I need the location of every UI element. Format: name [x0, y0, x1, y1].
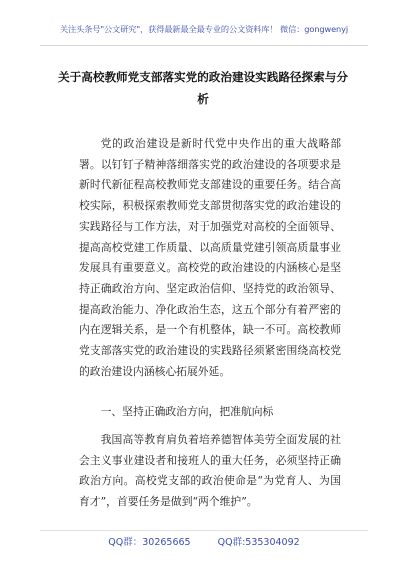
footer-divider — [40, 530, 368, 531]
footer-qq-group-1: QQ群：30265665 — [108, 537, 191, 548]
paragraph-section-1: 我国高等教育肩负着培养德智体美劳全面发展的社会主义事业建设者和接班人的重大任务，必须坚持正确政治方向。高校党支部的政治使命是“为党育人、为国育才”，首要任务是做到“两个维护”。 — [79, 433, 341, 509]
paragraph-intro: 党的政治建设是新时代党中央作出的重大战略部署。以钉钉子精神落细落实党的政治建设的各项要求是新时代新征程高校教师党支部建设的重要任务。结合高校实际，积极探索教师党支部贯彻落实党的政治建设的实践路径与工作方法，对于加强党对高校的全面领导、提高高校党建工作质量、以高质量党建引领高质量事业发展具有重要意义。高校党的政治建设的内涵核心是坚持正确政治方向、坚定政治信仰、坚持党的政治领导、提高政治能力、净化政治生态，这五个部分有着严密的内在逻辑关系，是一个有机整体，缺一不可。高校教师党支部落实党的政治建设的实践路径须紧密围绕高校党的政治建设内涵核心拓展外延。 — [79, 137, 341, 378]
document-title: 关于高校教师党支部落实党的政治建设实践路径探索与分析 — [58, 70, 348, 106]
header-notice: 关注头条号"公文研究"，获得最新最全最专业的公文资料库！ 微信：gongwenyj — [59, 24, 349, 34]
document-body — [79, 134, 341, 382]
header-divider — [40, 45, 368, 46]
section-heading: 一、坚持正确政治方向，把准航向标 — [100, 405, 274, 418]
footer-qq-group-2: QQ群:535304092 — [217, 537, 300, 548]
section-body — [79, 430, 341, 513]
footer-contacts — [0, 534, 408, 548]
